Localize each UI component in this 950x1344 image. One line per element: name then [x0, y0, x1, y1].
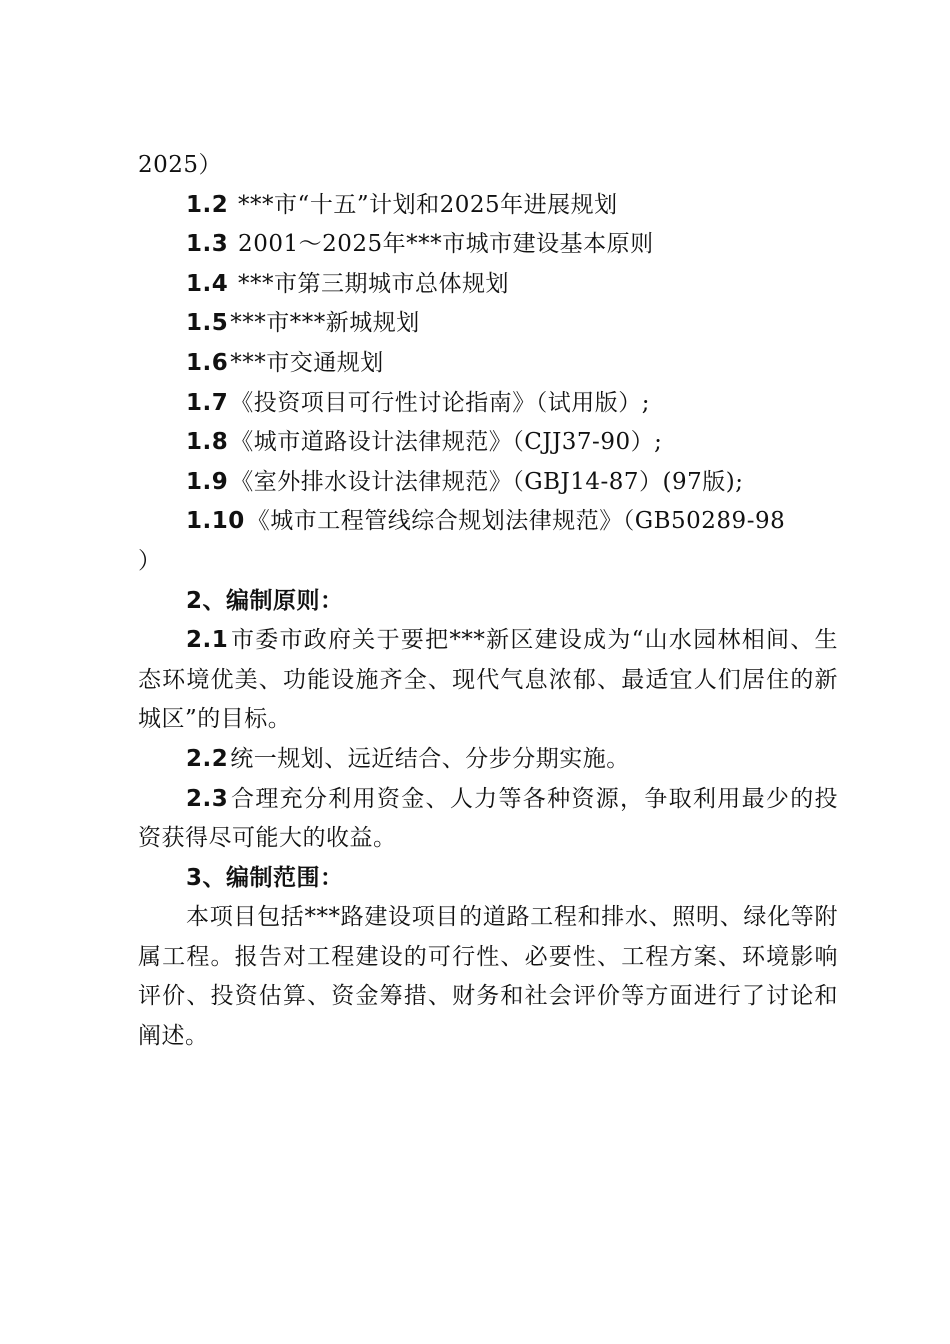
- reference-item-1-8: [138, 423, 838, 463]
- item-text: ***市“十五”计划和2025年进展规划: [230, 191, 618, 218]
- reference-item-1-9: [138, 463, 838, 503]
- item-number: 1.2: [186, 191, 229, 218]
- reference-item-1-10: [138, 502, 838, 542]
- scope-paragraph: 本项目包括***路建设项目的道路工程和排水、照明、绿化等附属工程。报告对工程建设的可行性、必要性、工程方案、环境影响评价、投资估算、资金筹措、财务和社会评价等方面进行了讨论和阐述。: [138, 904, 838, 1050]
- item-number: 1.3: [186, 231, 229, 258]
- reference-item-1-4: [138, 265, 838, 305]
- reference-item-1-6: [138, 344, 838, 384]
- item-text: ***市***新城规划: [230, 310, 420, 337]
- item-number: 2.3: [186, 785, 229, 812]
- reference-item-1-10-continuation: ）: [138, 547, 162, 574]
- item-number: 1.9: [186, 468, 229, 495]
- reference-item-1-3: [138, 225, 838, 265]
- section-heading-scope: 3、编制范围：: [186, 864, 344, 891]
- item-number: 2.2: [186, 745, 229, 772]
- principle-2-3: [138, 780, 838, 859]
- item-text: 2001～2025年***市城市建设基本原则: [230, 231, 654, 258]
- item-number: 1.7: [186, 389, 229, 416]
- item-text: ***市交通规划: [230, 349, 384, 376]
- item-number: 1.10: [186, 508, 245, 535]
- item-text: 《投资项目可行性讨论指南》（试用版）;: [230, 389, 650, 416]
- document-body: [138, 146, 838, 1057]
- principle-2-2: [138, 740, 838, 780]
- item-number: 1.4: [186, 270, 229, 297]
- item-text: 《城市道路设计法律规范》（CJJ37-90）;: [230, 429, 663, 456]
- item-text: 统一规划、远近结合、分步分期实施。: [230, 745, 630, 772]
- item-number: 1.5: [186, 310, 229, 337]
- item-text: ***市第三期城市总体规划: [230, 270, 510, 297]
- item-text: 《室外排水设计法律规范》（GBJ14-87）(97版);: [230, 468, 744, 495]
- principle-2-1: [138, 621, 838, 740]
- reference-continuation: 2025）: [138, 152, 223, 178]
- item-text: 合理充分利用资金、人力等各种资源，争取利用最少的投资获得尽可能大的收益。: [138, 785, 838, 852]
- item-number: 1.8: [186, 429, 229, 456]
- reference-item-1-5: [138, 304, 838, 344]
- item-text: 市委市政府关于要把***新区建设成为“山水园林相间、生态环境优美、功能设施齐全、现代气息浓郁、最适宜人们居住的新城区”的目标。: [138, 627, 838, 733]
- item-text: 《城市工程管线综合规划法律规范》（GB50289-98: [246, 508, 786, 535]
- item-number: 2.1: [186, 627, 229, 654]
- reference-item-1-7: [138, 384, 838, 424]
- reference-item-1-2: [138, 186, 838, 226]
- item-number: 1.6: [186, 349, 229, 376]
- section-heading-principles: 2、编制原则：: [186, 587, 344, 614]
